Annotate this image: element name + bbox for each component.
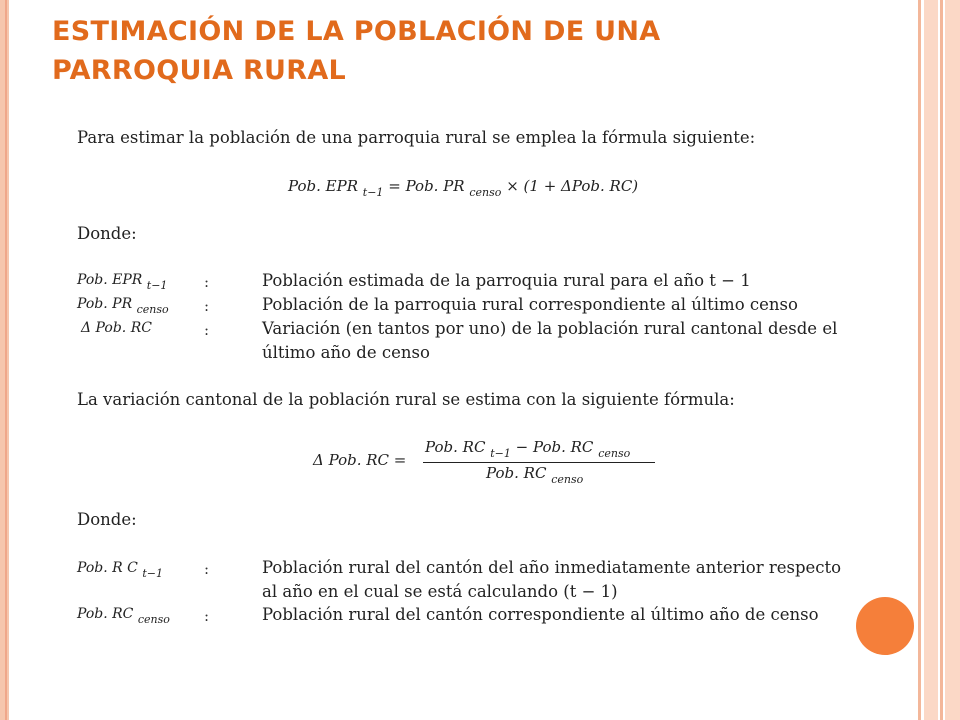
formula1-lhs-sub: t−1 — [362, 186, 384, 199]
def-text: Población de la parroquia rural correspondiente al último censo — [262, 295, 798, 314]
def-symbol-text: Δ Pob. RC — [81, 320, 152, 336]
right-border-decoration — [918, 0, 960, 720]
formula-delta-numerator — [425, 438, 630, 460]
donde-label-2: Donde: — [77, 510, 137, 529]
def-colon: : — [204, 297, 210, 315]
def-colon: : — [204, 607, 210, 625]
formula1-rest: × (1 + ΔPob. RC) — [506, 177, 639, 195]
formula1-lhs: Pob. EPR — [288, 177, 358, 195]
def-symbol-sub: censo — [136, 303, 169, 316]
numerator-term-a-sub: t−1 — [490, 447, 511, 460]
def-symbol — [77, 272, 167, 292]
def-symbol — [81, 320, 152, 336]
def-symbol-sub: censo — [137, 613, 170, 626]
numerator-term-a: Pob. RC — [425, 438, 486, 456]
intro-text: Para estimar la población de una parroquia rural se emplea la fórmula siguiente: — [77, 128, 756, 147]
def-symbol-text: Pob. PR — [77, 296, 133, 312]
border-stripe — [940, 0, 943, 720]
formula1-term: Pob. PR — [405, 177, 465, 195]
formula-delta-lhs: Δ Pob. RC = — [313, 451, 407, 469]
border-stripe — [918, 0, 921, 720]
def-colon: : — [204, 321, 210, 339]
accent-circle-decoration — [856, 597, 914, 655]
def-colon: : — [204, 273, 210, 291]
variation-intro-text: La variación cantonal de la población rural se estima con la siguiente fórmula: — [77, 390, 735, 409]
denominator-term: Pob. RC — [486, 464, 547, 482]
def-symbol-sub: t−1 — [146, 279, 168, 292]
def-symbol-sub: t−1 — [142, 567, 163, 580]
numerator-term-b-sub: censo — [598, 447, 631, 460]
def-symbol-text: Pob. RC — [77, 606, 134, 622]
def-text-continued: al año en el cual se está calculando (t − 1) — [262, 582, 618, 601]
denominator-sub: censo — [551, 473, 584, 486]
formula-delta-denominator — [486, 464, 583, 486]
formula1-eq: = — [388, 177, 401, 195]
def-symbol — [77, 296, 169, 316]
def-symbol-text: Pob. EPR — [77, 272, 143, 288]
def-text: Población rural del cantón del año inmediatamente anterior respecto — [262, 558, 842, 577]
slide-title-line2: PARROQUIA RURAL — [52, 55, 347, 86]
left-border-decoration — [0, 0, 9, 720]
formula-pob-epr — [288, 177, 638, 199]
def-text: Población estimada de la parroquia rural para el año t − 1 — [262, 271, 751, 290]
def-symbol — [77, 606, 170, 626]
def-symbol-text: Pob. R C — [77, 560, 138, 576]
def-symbol — [77, 560, 163, 580]
def-colon: : — [204, 560, 210, 578]
def-text: Población rural del cantón correspondiente al último año de censo — [262, 605, 819, 624]
numerator-minus-term: − Pob. RC — [515, 438, 594, 456]
slide-title — [52, 12, 872, 90]
border-stripe — [924, 0, 938, 720]
fraction-line — [423, 462, 655, 463]
formula1-term-sub: censo — [469, 186, 502, 199]
donde-label-1: Donde: — [77, 224, 137, 243]
def-text-continued: último año de censo — [262, 343, 430, 362]
slide-title-line1: ESTIMACIÓN DE LA POBLACIÓN DE UNA — [52, 16, 661, 47]
border-stripe — [945, 0, 960, 720]
def-text: Variación (en tantos por uno) de la población rural cantonal desde el — [262, 319, 838, 338]
